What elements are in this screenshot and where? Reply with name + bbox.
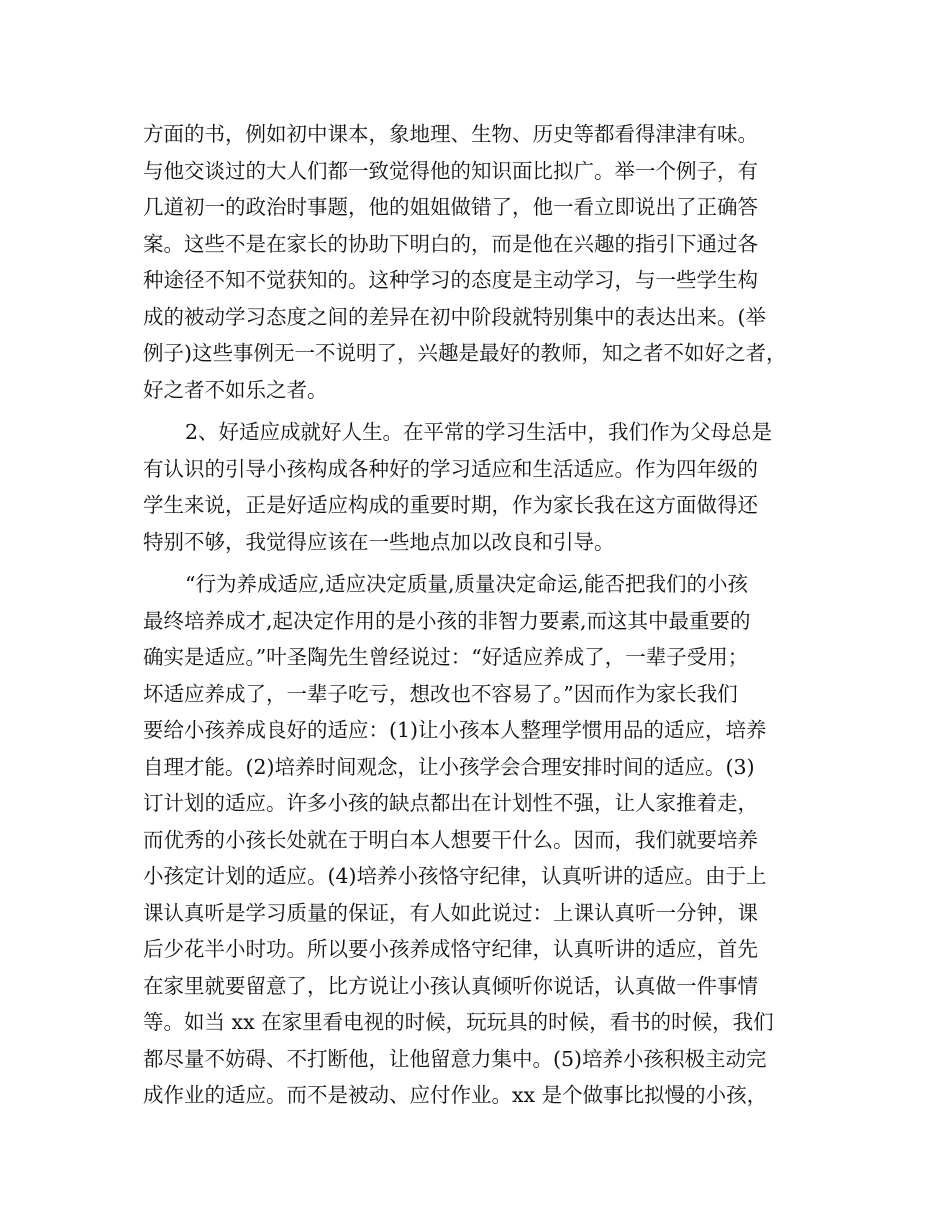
- text-line: 订计划的适应。许多小孩的缺点都出在计划性不强，让人家推着走，: [143, 791, 758, 815]
- text-line: 坏适应养成了，一辈子吃亏，想改也不容易了。”因而作为家长我们: [143, 681, 738, 706]
- text-line: 后少花半小时功。所以要小孩养成恪守纪律，认真听讲的适应，首先: [143, 937, 758, 961]
- text-line: 好之者不如乐之者。: [143, 377, 328, 402]
- text-line: 特别不够，我觉得应该在一些地点加以改良和引导。: [143, 529, 615, 554]
- text-line: 等。如当 xx 在家里看电视的时候，玩玩具的时候，看书的时候，我们: [143, 1010, 774, 1034]
- text-line: 小孩定计划的适应。(4)培养小孩恪守纪律，认真听讲的适应。由于上: [143, 864, 767, 888]
- text-line: 种途径不知不觉获知的。这种学习的态度是主动学习，与一些学生构: [143, 268, 758, 292]
- text-line: 案。这些不是在家长的协助下明白的，而是他在兴趣的指引下通过各: [143, 231, 758, 256]
- paragraph-start-line: 2、好适应成就好人生。在平常的学习生活中，我们作为父母总是: [185, 420, 773, 444]
- document-body: [143, 116, 815, 1114]
- text-line: 成作业的适应。而不是被动、应付作业。xx 是个做事比拟慢的小孩，: [143, 1083, 768, 1107]
- text-line: 例子)这些事例无一不说明了，兴趣是最好的教师，知之者不如好之者，: [143, 341, 787, 365]
- text-line: 确实是适应。”叶圣陶先生曾经说过：“好适应养成了，一辈子受用；: [143, 645, 749, 669]
- text-line: 课认真听是学习质量的保证，有人如此说过：上课认真听一分钟，课: [143, 900, 758, 925]
- text-line: 要给小孩养成良好的适应：(1)让小孩本人整理学惯用品的适应，培养: [143, 718, 767, 742]
- text-line: 最终培养成才,起决定作用的是小孩的非智力要素,而这其中最重要的: [143, 608, 751, 633]
- text-line: 与他交谈过的大人们都一致觉得他的知识面比拟广。举一个例子，有: [143, 158, 758, 183]
- text-line: 方面的书，例如初中课本，象地理、生物、历史等都看得津津有味。: [143, 122, 758, 146]
- text-line: 有认识的引导小孩构成各种好的学习适应和生活适应。作为四年级的: [143, 456, 758, 481]
- paragraph-start-line: “行为养成适应,适应决定质量,质量决定命运,能否把我们的小孩: [185, 572, 749, 596]
- text-line: 自理才能。(2)培养时间观念，让小孩学会合理安排时间的适应。(3): [143, 754, 755, 779]
- text-line: 成的被动学习态度之间的差异在初中阶段就特别集中的表达出来。(举: [143, 304, 766, 329]
- text-line: 在家里就要留意了，比方说让小孩认真倾听你说话，认真做一件事情: [143, 973, 758, 998]
- text-line: 而优秀的小孩长处就在于明白本人想要干什么。因而，我们就要培养: [143, 827, 758, 852]
- text-line: 几道初一的政治时事题，他的姐姐做错了，他一看立即说出了正确答: [143, 195, 758, 219]
- text-line: 都尽量不妨碍、不打断他，让他留意力集中。(5)培养小孩积极主动完: [143, 1046, 767, 1071]
- text-line: 学生来说，正是好适应构成的重要时期，作为家长我在这方面做得还: [143, 493, 758, 517]
